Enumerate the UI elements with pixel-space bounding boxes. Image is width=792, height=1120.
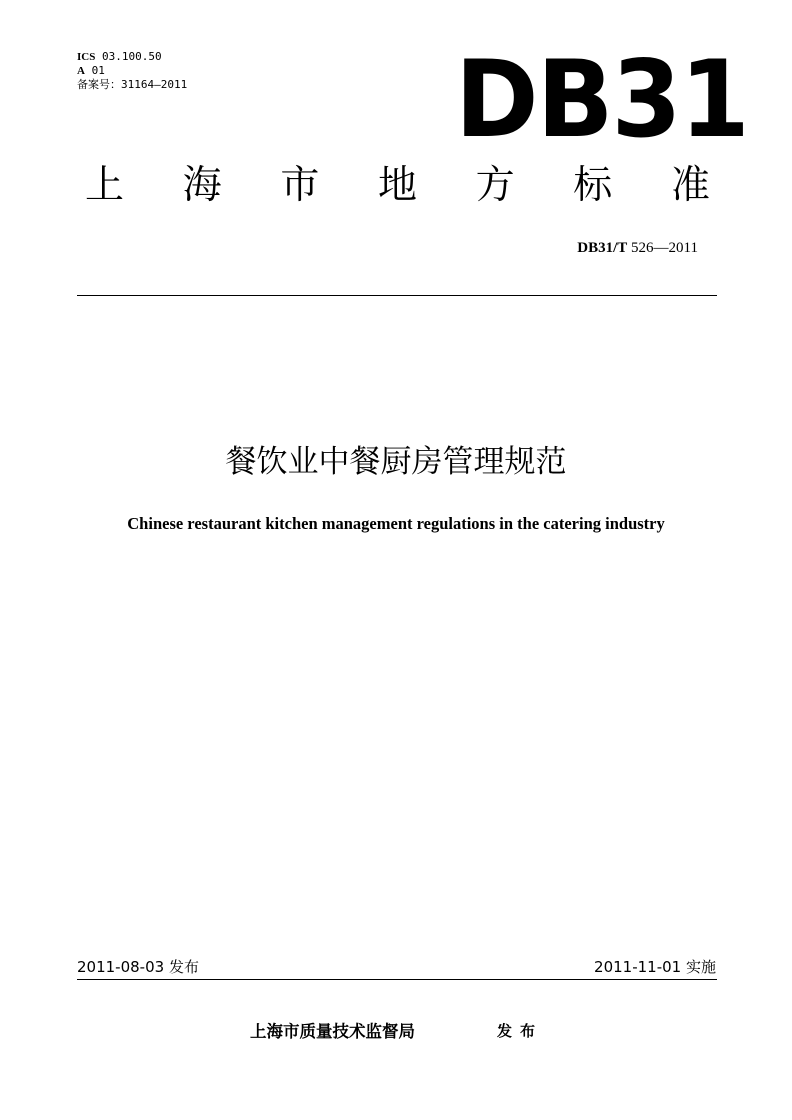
document-meta xyxy=(77,50,187,92)
ics-label: ICS xyxy=(77,51,96,63)
code-prefix: DB31/T xyxy=(577,240,628,256)
issue-date: 2011-08-03 发布 xyxy=(77,958,199,976)
class-line xyxy=(77,64,187,78)
effective-date: 2011-11-01 实施 xyxy=(594,958,716,976)
ics-value: 03.100.50 xyxy=(101,50,162,63)
code-number: 526—2011 xyxy=(631,240,698,256)
ics-line xyxy=(77,50,187,64)
title-char: 方 xyxy=(475,163,515,208)
publish-label: 发布 xyxy=(497,1022,544,1040)
title-char: 地 xyxy=(377,163,417,208)
class-value: 01 xyxy=(91,64,105,77)
title-char: 标 xyxy=(573,163,613,208)
bottom-divider xyxy=(77,979,717,980)
document-title-cn: 餐饮业中餐厨房管理规范 xyxy=(225,444,567,480)
title-char: 上 xyxy=(85,163,125,208)
title-char: 海 xyxy=(182,163,222,208)
standard-code xyxy=(577,240,698,257)
standard-type-title xyxy=(85,162,710,210)
db31-logo: DB31 xyxy=(455,38,748,161)
document-title-en: Chinese restaurant kitchen management regulations in the catering industry xyxy=(127,514,665,533)
title-char: 准 xyxy=(670,163,710,208)
publisher-name: 上海市质量技术监督局 xyxy=(250,1022,415,1041)
filing-number: 备案号：31164—2011 xyxy=(77,78,188,91)
title-char: 市 xyxy=(280,163,320,208)
top-divider xyxy=(77,295,717,296)
class-label: A xyxy=(77,65,85,77)
